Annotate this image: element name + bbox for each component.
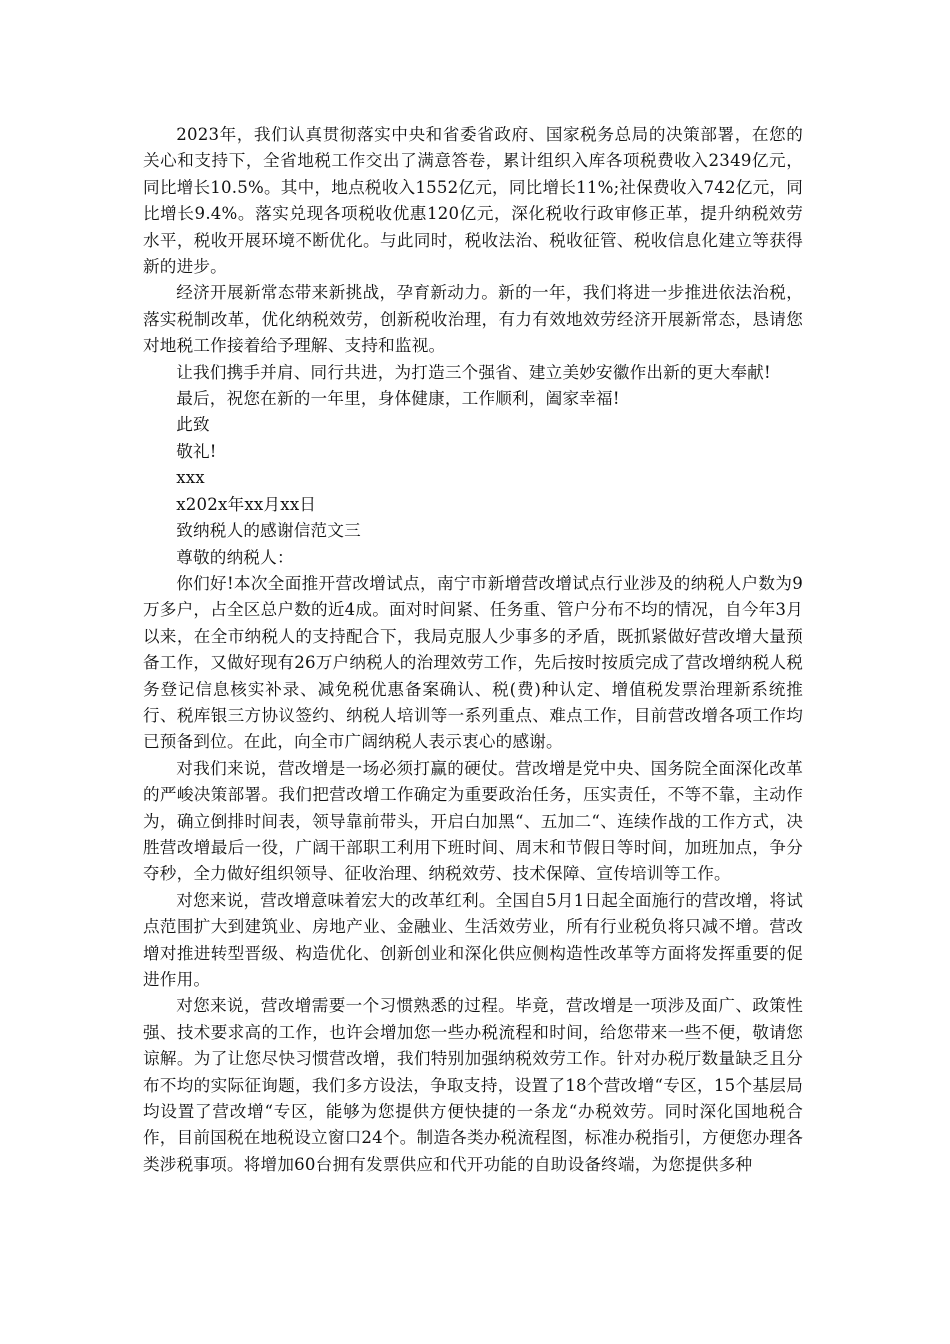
paragraph-tax-results-2023: 2023年，我们认真贯彻落实中央和省委省政府、国家税务总局的决策部署，在您的关心和支持下，全省地税工作交出了满意答卷，累计组织入库各项税费收入2349亿元，同比增长10.5%。其中，地点税收入1552亿元，同比增长11%;社保费收入742亿元，同比增长9.4%。落实兑现各项税收优惠120亿元，深化税收行政审修正革，提升纳税效劳水平，税收开展环境不断优化。与此同时，税收法治、税收征管、税收信息化建立等获得新的进步。 [143, 125, 803, 277]
paragraph-hand-in-hand: 让我们携手并肩、同行共进，为打造三个强省、建立美妙安徽作出新的更大奉献! [176, 362, 771, 382]
paragraph-hard-battle: 对我们来说，营改增是一场必须打赢的硬仗。营改增是党中央、国务院全面深化改革的严峻决策部署。我们把营改增工作确定为重要政治任务，压实责任，不等不靠，主动作为，确立倒排时间表，领导靠前带头，开启白加黑“、五加二“、连续作战的工作方式，决胜营改增最后一役，广阔干部职工利用下班时间、周末和节假日等时间，加班加点，争分夺秒，全力做好组织领导、征收治理、纳税效劳、技术保障、宣传培训等工作。 [143, 758, 803, 884]
closing-wishes: 最后，祝您在新的一年里，身体健康，工作顺利，阖家幸福! [176, 389, 620, 409]
section-title: 致纳税人的感谢信范文三 [176, 521, 361, 541]
signature-name: xxx [176, 468, 205, 488]
paragraph-greeting-pilot: 你们好!本次全面推开营改增试点，南宁市新增营改增试点行业涉及的纳税人户数为9万多户，占全区总户数的近4成。面对时间紧、任务重、管户分布不均的情况，自今年3月以来，在全市纳税人的支持配合下，我局克服人少事多的矛盾，既抓紧做好营改增大量预备工作，又做好现有26万户纳税人的治理效劳工作，先后按时按质完成了营改增纳税人税务登记信息核实补录、减免税优惠备案确认、税(费)种认定、增值税发票治理新系统推行、税库银三方协议签约、纳税人培训等一系列重点、难点工作，目前营改增各项工作均已预备到位。在此，向全市广阔纳税人表示衷心的感谢。 [143, 573, 803, 752]
signature-date: x202x年xx月xx日 [176, 494, 317, 514]
closing-jingli: 敬礼! [176, 441, 217, 461]
paragraph-new-normal: 经济开展新常态带来新挑战，孕育新动力。新的一年，我们将进一步推进依法治税，落实税制改革，优化纳税效劳，创新税收治理，有力有效地效劳经济开展新常态，恳请您对地税工作接着给予理解、支持和监视。 [143, 283, 803, 356]
salutation: 尊敬的纳税人： [176, 547, 294, 567]
paragraph-adaptation: 对您来说，营改增需要一个习惯熟悉的过程。毕竟，营改增是一项涉及面广、政策性强、技术要求高的工作，也许会增加您一些办税流程和时间，给您带来一些不便，敬请您谅解。为了让您尽快习惯营改增，我们特别加强纳税效劳工作。针对办税厅数量缺乏且分布不均的实际征询题，我们多方设法，争取支持，设置了18个营改增“专区，15个基层局均设置了营改增“专区，能够为您提供方便快捷的一条龙“办税效劳。同时深化国地税合作，目前国税在地税设立窗口24个。制造各类办税流程图，标准办税指引，方便您办理各类涉税事项。将增加60台拥有发票供应和代开功能的自助设备终端，为您提供多种 [143, 996, 803, 1174]
closing-cizhi: 此致 [176, 415, 210, 435]
document-page [143, 122, 803, 1178]
paragraph-reform-dividend: 对您来说，营改增意味着宏大的改革红利。全国自5月1日起全面施行的营改增，将试点范围扩大到建筑业、房地产业、金融业、生活效劳业，所有行业税负将只减不增。营改增对推进转型晋级、构造优化、创新创业和深化供应侧构造性改革等方面将发挥重要的促进作用。 [143, 890, 803, 989]
